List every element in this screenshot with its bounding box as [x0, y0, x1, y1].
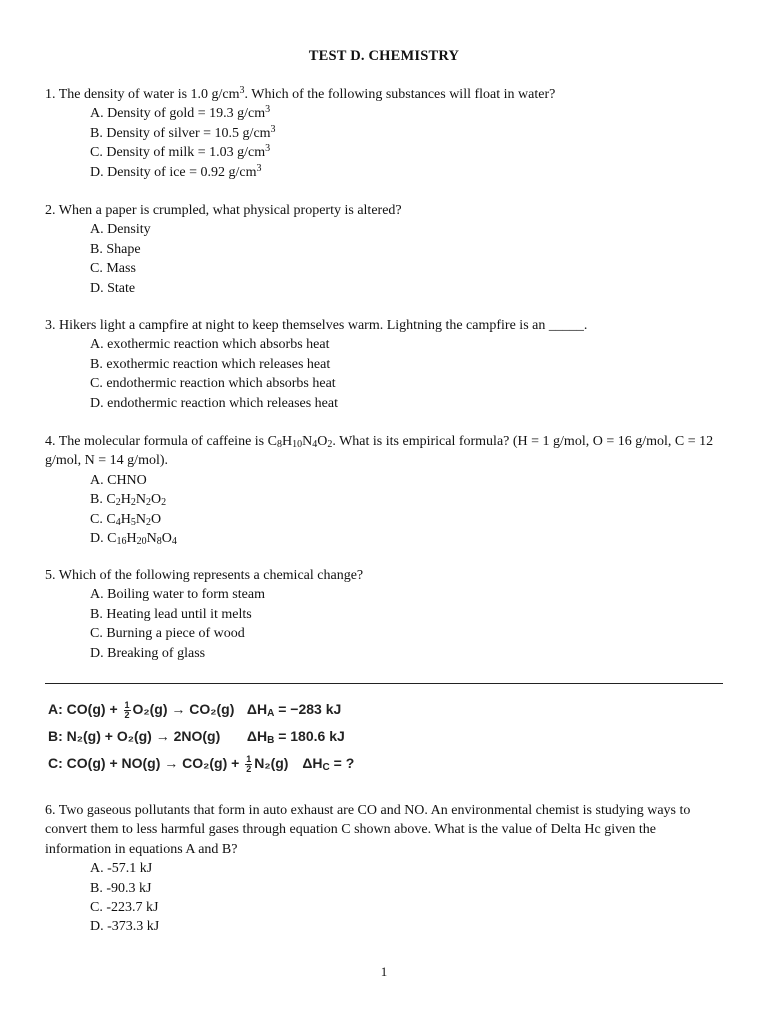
- question-2-stem: 2. When a paper is crumpled, what physical property is altered?: [45, 203, 402, 218]
- question-1-stem: 1. The density of water is 1.0 $g/cm^3$. Which of the following substances will float in water?: [45, 85, 556, 102]
- equation-a-enthalpy: $\Delta H_A = -283$ kJ: [246, 701, 342, 719]
- question-6-choice-a: A. -57.1 kJ: [90, 861, 153, 877]
- question-3-choice-b: B. exothermic reaction which releases heat: [90, 356, 331, 372]
- question-3-stem: 3. Hikers light a campfire at night to keep themselves warm. Lightning the campfire is an _____.: [45, 318, 588, 333]
- question-3-choice-a: A. exothermic reaction which absorbs heat: [90, 337, 330, 353]
- question-6-choice-c: C. -223.7 kJ: [90, 900, 159, 916]
- question-4: [45, 432, 725, 548]
- question-2-choice-b: B. Shape: [90, 241, 141, 257]
- question-2-choice-a: A. Density: [90, 222, 151, 238]
- fraction-half: $\frac{1}{2}$: [124, 699, 130, 720]
- equations-block: [48, 696, 354, 777]
- equation-c: C: CO(g) + NO(g) → CO₂(g) + $\frac{1}{2}$ N₂(g) $\Delta H_C$ = ?: [48, 750, 354, 777]
- question-4-choice-b: B. $C_2H_2N_2O_2$: [90, 492, 167, 509]
- question-1-choice-c: C. Density of milk = 1.03 $g/cm^3$: [90, 143, 271, 161]
- question-5-choice-c: C. Burning a piece of wood: [90, 626, 245, 642]
- question-4-choice-d: D. $C_{16}H_{20}N_8O_4$: [90, 531, 177, 548]
- question-3: [45, 316, 725, 413]
- question-2-choice-d: D. State: [90, 280, 136, 296]
- question-5-choice-a: A. Boiling water to form steam: [90, 587, 265, 603]
- question-4-choice-c: C. $C_4H_5N_2O$: [90, 511, 162, 528]
- question-3-choice-d: D. endothermic reaction which releases heat: [90, 395, 339, 411]
- question-1-choice-d: D. Density of ice = 0.92 $g/cm^3$: [90, 162, 262, 180]
- question-1: [45, 85, 725, 182]
- equation-a: A: CO(g) + $\frac{1}{2}$ O₂(g) → CO₂(g) $\Delta H_A = -283$ kJ: [48, 696, 354, 723]
- question-5-stem: 5. Which of the following represents a chemical change?: [45, 568, 364, 583]
- question-6-choice-b: B. -90.3 kJ: [90, 880, 152, 896]
- question-2-choice-c: C. Mass: [90, 261, 136, 277]
- divider: [45, 683, 723, 684]
- question-5-choice-b: B. Heating lead until it melts: [90, 606, 252, 622]
- question-5: [45, 566, 725, 663]
- question-1-choice-b: B. Density of silver = 10.5 $g/cm^3$: [90, 123, 276, 141]
- page-number: 1: [380, 964, 388, 979]
- equation-b: B: N₂(g) + O₂(g) → 2NO(g) $\Delta H_B = 180.6$ kJ: [48, 723, 354, 750]
- question-1-choice-a: A. Density of gold = 19.3 $g/cm^3$: [90, 104, 271, 122]
- question-4-stem: 4. The molecular formula of caffeine is $C_8H_{10}N_4O_2$. What is its empirical formula? (H = 1 g/mol, O = 16 g/mol, C = 12 g/mol, N = 14 g/mol).: [45, 434, 714, 469]
- question-3-choice-c: C. endothermic reaction which absorbs heat: [90, 376, 336, 392]
- question-4-choice-a: A. CHNO: [90, 472, 147, 488]
- question-6: [45, 801, 725, 937]
- question-6-stem: 6. Two gaseous pollutants that form in auto exhaust are CO and NO. An environmental chemist is studying ways to convert them to less harmful gases through equation C shown above. What is the value of Delta Hc given the information in equations A and B?: [45, 803, 691, 857]
- equation-b-enthalpy: $\Delta H_B = 180.6$ kJ: [246, 728, 345, 746]
- question-5-choice-d: D. Breaking of glass: [90, 645, 206, 661]
- equation-c-enthalpy: $\Delta H_C$ = ?: [302, 755, 355, 773]
- fraction-half: $\frac{1}{2}$: [246, 753, 252, 774]
- page-title: TEST D. CHEMISTRY: [308, 48, 460, 64]
- question-6-choice-d: D. -373.3 kJ: [90, 919, 160, 935]
- question-2: [45, 201, 725, 298]
